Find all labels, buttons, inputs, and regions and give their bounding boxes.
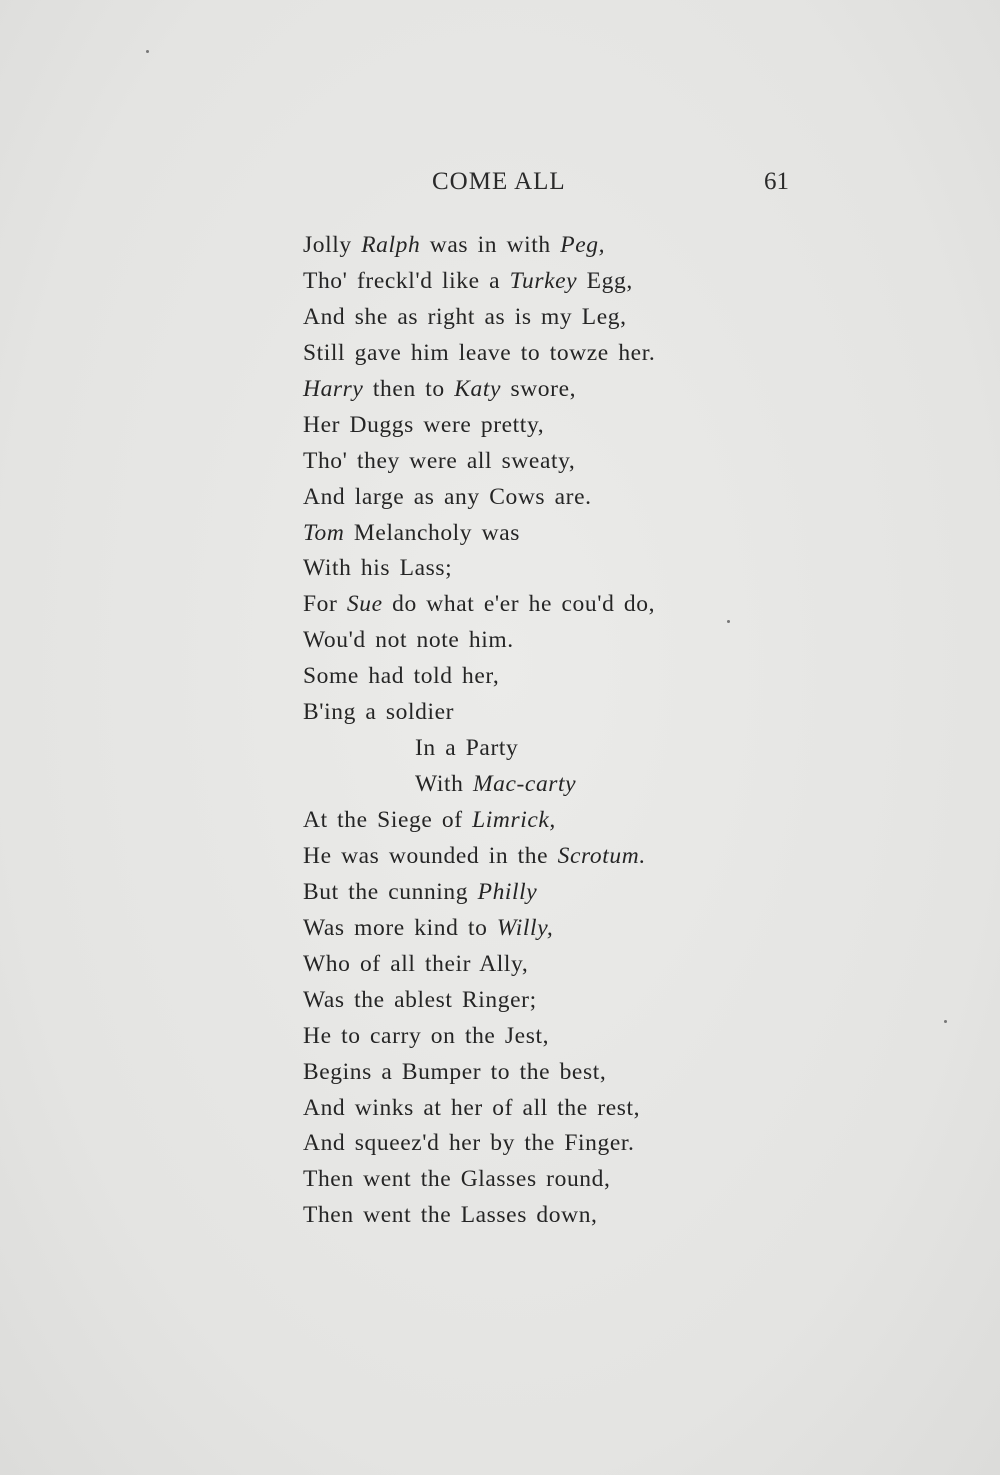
- verse-line: [303, 911, 773, 947]
- verse-text: For: [303, 591, 347, 618]
- italic-name: Willy,: [496, 914, 554, 941]
- verse-line: [303, 767, 773, 803]
- running-title: COME ALL: [432, 168, 566, 195]
- running-head: [300, 168, 800, 202]
- verse-text: Then went the Glasses round,: [303, 1166, 611, 1193]
- verse-text: Tho' freckl'd like a: [303, 267, 510, 294]
- verse-text: then to: [363, 375, 455, 402]
- verse-line: [303, 947, 773, 983]
- verse-block: [303, 228, 773, 1234]
- verse-text: Wou'd not note him.: [303, 627, 514, 654]
- verse-line: [303, 480, 773, 516]
- paper-speck: [944, 1020, 947, 1023]
- verse-line: [303, 1019, 773, 1055]
- verse-line: [303, 839, 773, 875]
- verse-line: [303, 336, 773, 372]
- verse-text: Was more kind to: [303, 914, 497, 941]
- italic-name: Mac-carty: [472, 771, 577, 798]
- italic-name: Turkey: [509, 267, 578, 294]
- verse-line: [303, 695, 773, 731]
- page-number: 61: [764, 168, 789, 195]
- verse-line: [303, 875, 773, 911]
- italic-name: Peg,: [560, 232, 606, 258]
- verse-text: do what e'er he cou'd do,: [382, 591, 656, 618]
- verse-text: Who of all their Ally,: [303, 950, 529, 977]
- verse-text: In a Party: [415, 735, 519, 762]
- verse-text: And large as any Cows are.: [303, 483, 592, 510]
- verse-text: was in with: [420, 232, 561, 258]
- italic-name: Philly: [477, 878, 538, 905]
- italic-name: Limrick,: [472, 807, 556, 833]
- verse-text: At the Siege of: [303, 807, 473, 833]
- verse-text: Was the ablest Ringer;: [303, 986, 537, 1013]
- verse-line: [303, 731, 773, 767]
- verse-text: Begins a Bumper to the best,: [303, 1058, 607, 1085]
- verse-text: Melancholy was: [344, 519, 520, 546]
- verse-text: And winks at her of all the rest,: [303, 1094, 641, 1121]
- verse-line: [303, 300, 773, 336]
- verse-line: [303, 408, 773, 444]
- verse-text: With: [415, 771, 473, 798]
- verse-line: [303, 551, 773, 587]
- italic-name: Sue: [346, 591, 383, 618]
- verse-line: [303, 228, 773, 264]
- verse-text: Jolly: [303, 232, 362, 258]
- verse-line: [303, 516, 773, 552]
- verse-line: [303, 372, 773, 408]
- verse-text: swore,: [501, 375, 577, 402]
- verse-text: With his Lass;: [303, 555, 453, 582]
- verse-line: [303, 623, 773, 659]
- italic-name: Tom: [303, 519, 345, 546]
- verse-text: But the cunning: [303, 878, 478, 905]
- verse-line: [303, 659, 773, 695]
- verse-text: He to carry on the Jest,: [303, 1022, 550, 1049]
- verse-text: Some had told her,: [303, 663, 500, 690]
- verse-text: And she as right as is my Leg,: [303, 303, 627, 330]
- paper-speck: [146, 50, 149, 53]
- verse-text: And squeez'd her by the Finger.: [303, 1130, 635, 1157]
- verse-line: [303, 1055, 773, 1091]
- verse-text: Still gave him leave to towze her.: [303, 339, 656, 366]
- verse-text: Tho' they were all sweaty,: [303, 447, 576, 474]
- verse-text: Her Duggs were pretty,: [303, 411, 545, 438]
- italic-name: Scrotum.: [557, 842, 646, 869]
- verse-line: [303, 587, 773, 623]
- verse-line: [303, 1091, 773, 1127]
- verse-text: B'ing a soldier: [303, 699, 455, 726]
- verse-line: [303, 444, 773, 480]
- verse-line: [303, 1162, 773, 1198]
- italic-name: Harry: [303, 375, 364, 402]
- verse-text: Then went the Lasses down,: [303, 1202, 598, 1229]
- verse-line: [303, 803, 773, 839]
- verse-text: Egg,: [577, 267, 633, 294]
- italic-name: Ralph: [361, 232, 421, 258]
- verse-line: [303, 1126, 773, 1162]
- verse-line: [303, 983, 773, 1019]
- verse-line: [303, 264, 773, 300]
- verse-line: [303, 1198, 773, 1234]
- italic-name: Katy: [454, 375, 502, 402]
- verse-text: He was wounded in the: [303, 842, 558, 869]
